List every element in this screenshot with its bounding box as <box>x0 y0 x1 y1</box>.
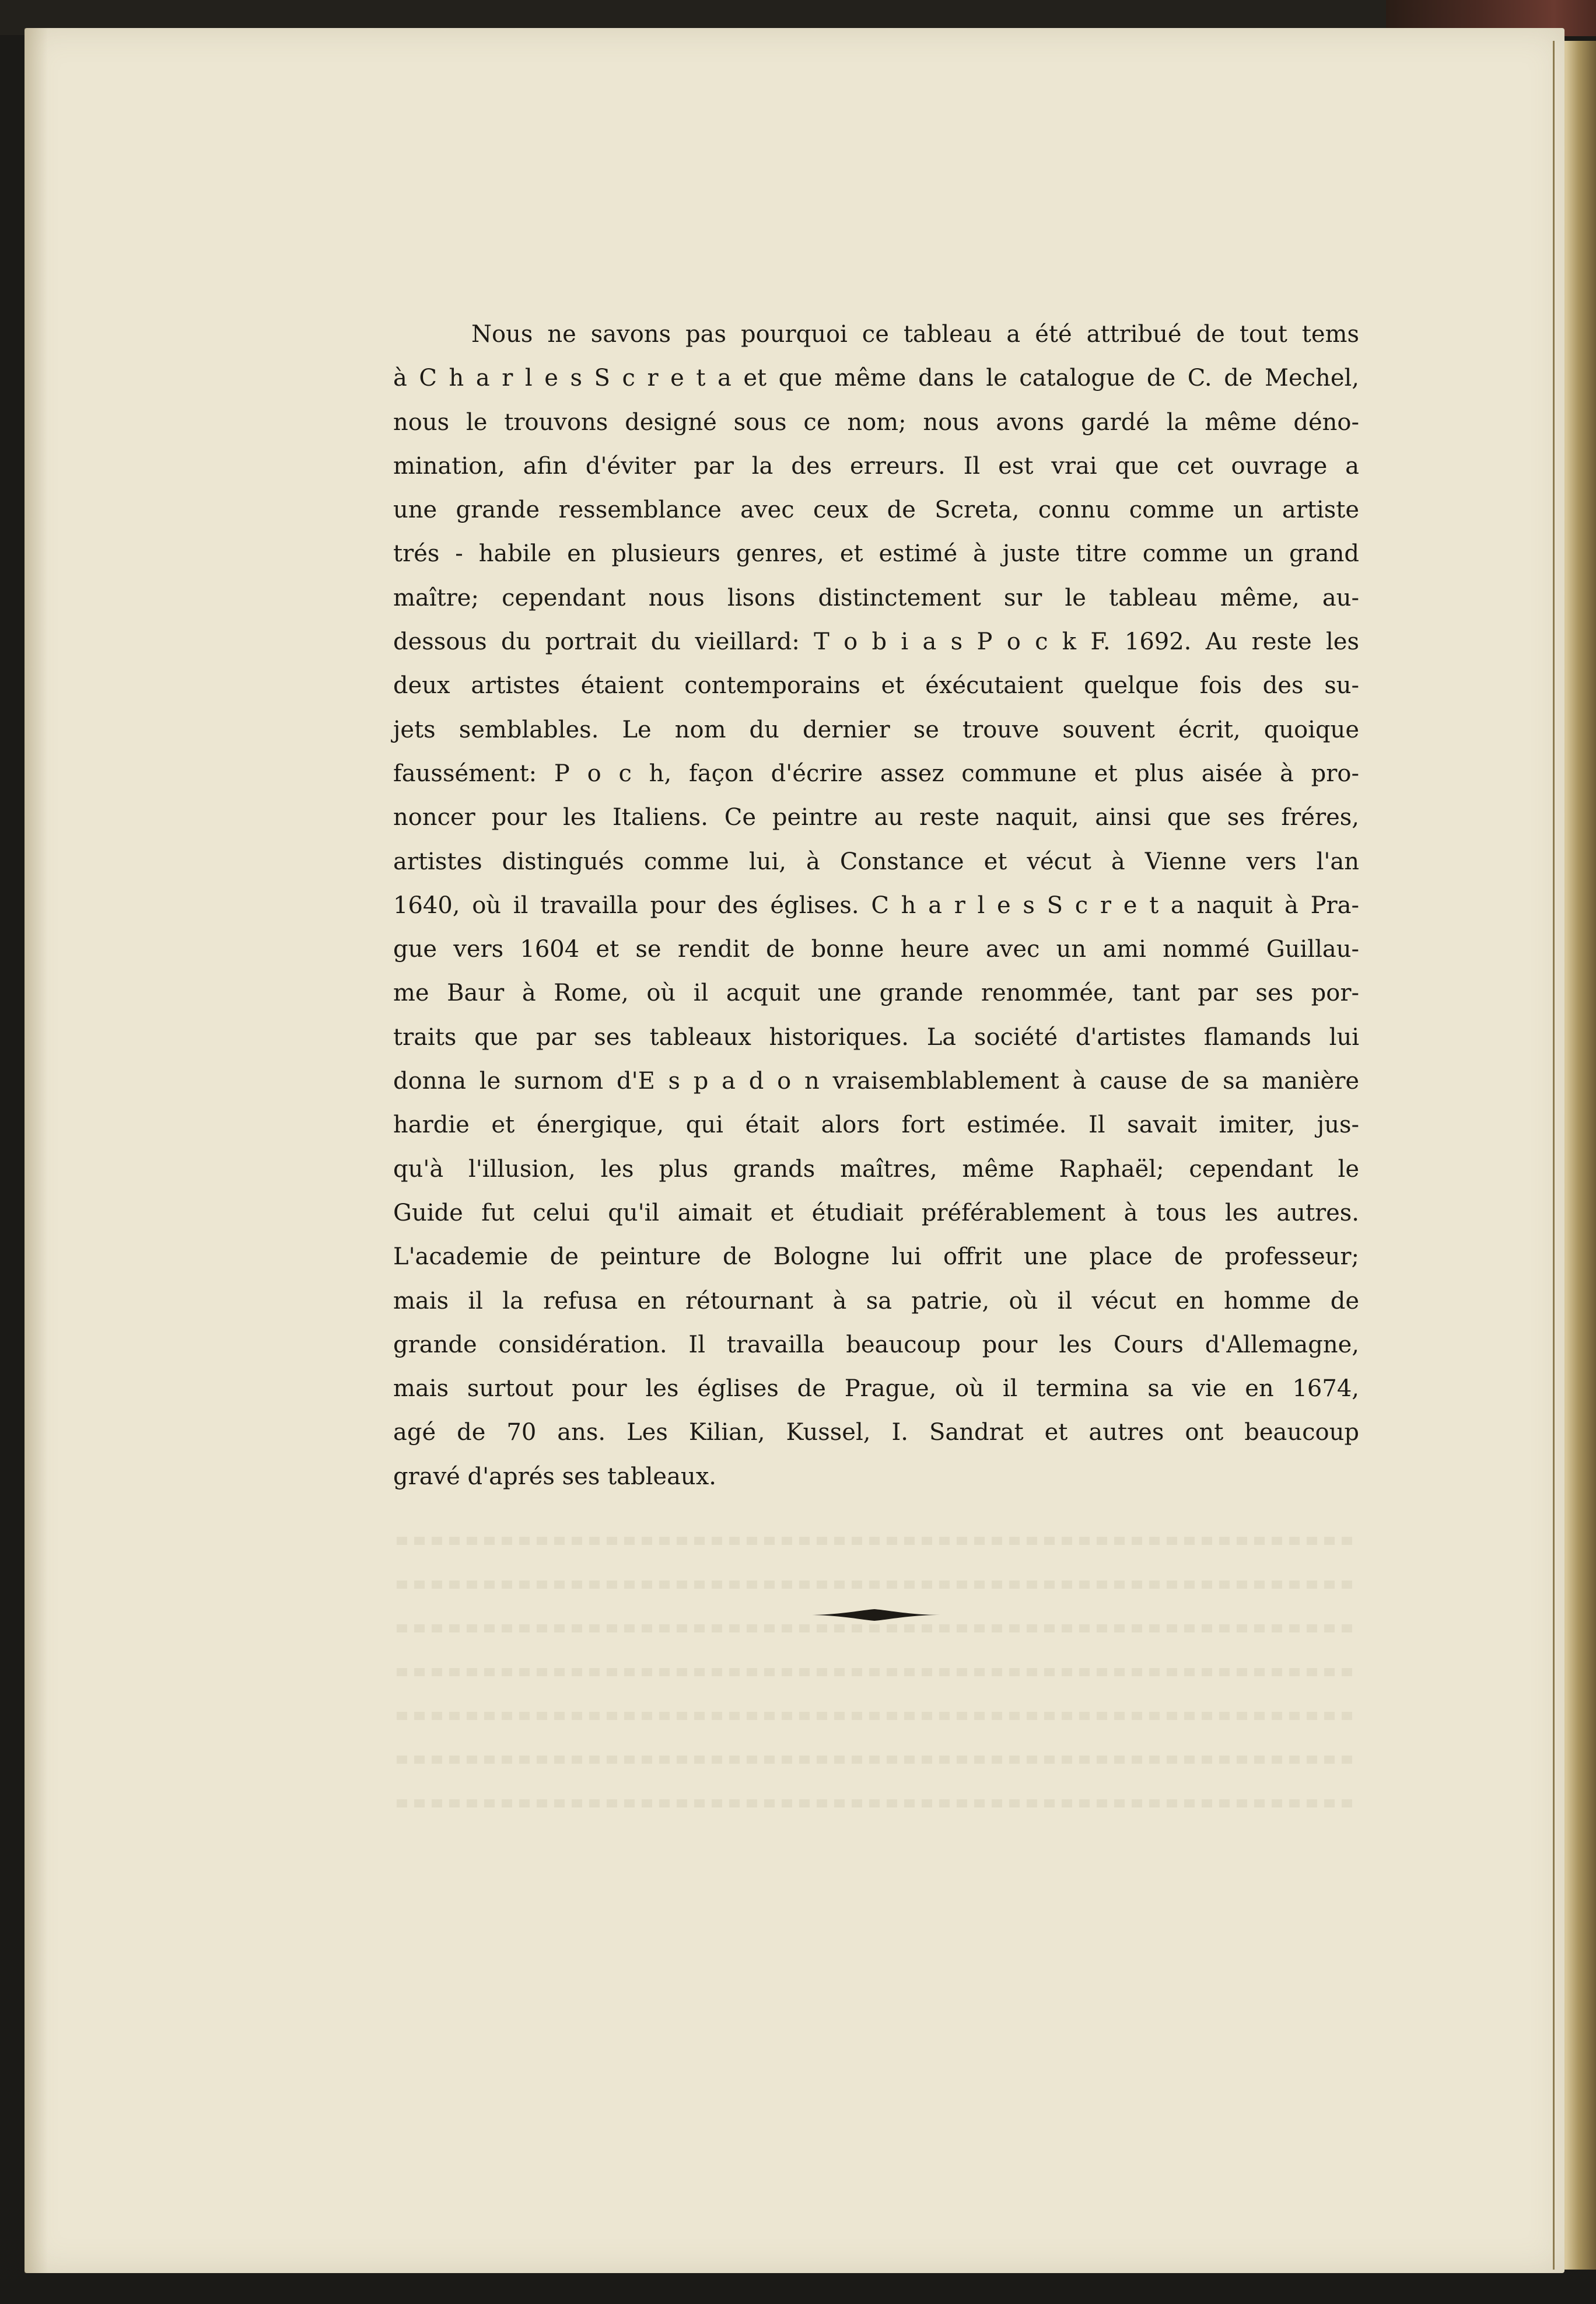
text-line: mination, afin d'éviter par la des erreurs. Il est vrai que cet ouvrage a <box>393 452 1359 480</box>
body-paragraph <box>393 313 1359 1499</box>
text-line: maître; cependant nous lisons distinctement sur le tableau même, au- <box>393 584 1359 611</box>
bleed-through-line <box>397 1517 1359 1561</box>
text-line: jets semblables. Le nom du dernier se trouve souvent écrit, quoique <box>393 716 1359 743</box>
text-line: hardie et énergique, qui était alors fort estimée. Il savait imiter, jus- <box>393 1111 1359 1139</box>
bleed-through-line <box>397 1779 1359 1823</box>
text-line: gue vers 1604 et se rendit de bonne heure avec un ami nommé Guillau- <box>393 936 1359 963</box>
text-line: qu'à l'illusion, les plus grands maîtres, même Raphaël; cependant le <box>393 1155 1359 1183</box>
text-line: dessous du portrait du vieillard: T o b i a s P o c k F. 1692. Au reste les <box>393 628 1359 656</box>
text-line: noncer pour les Italiens. Ce peintre au reste naquit, ainsi que ses fréres, <box>393 804 1359 831</box>
page-edge-line <box>1553 41 1555 2270</box>
text-line: Nous ne savons pas pourquoi ce tableau a été attribué de tout tems <box>471 321 1359 348</box>
text-line: trés - habile en plusieurs genres, et estimé à juste titre comme un grand <box>393 540 1359 568</box>
page-gutter-shade <box>24 28 48 2273</box>
text-line: deux artistes étaient contemporains et éxécutaient quelque fois des su- <box>393 672 1359 700</box>
text-line: artistes distingués comme lui, à Constance et vécut à Vienne vers l'an <box>393 848 1359 875</box>
text-line: mais surtout pour les églises de Prague, où il termina sa vie en 1674, <box>393 1375 1359 1403</box>
text-line: faussément: P o c h, façon d'écrire assez commune et plus aisée à pro- <box>393 760 1359 787</box>
text-line: traits que par ses tableaux historiques. La société d'artistes flamands lui <box>393 1023 1359 1051</box>
bleed-through-text <box>397 1517 1359 1823</box>
text-line: à C h a r l e s S c r e t a et que même dans le catalogue de C. de Mechel, <box>393 365 1359 392</box>
bleed-through-line <box>397 1561 1359 1604</box>
bleed-through-line <box>397 1692 1359 1736</box>
text-line: donna le surnom d'E s p a d o n vraisemblablement à cause de sa manière <box>393 1068 1359 1095</box>
text-line: grande considération. Il travailla beaucoup pour les Cours d'Allemagne, <box>393 1331 1359 1358</box>
text-line: gravé d'aprés ses tableaux. <box>393 1463 716 1490</box>
text-line: mais il la refusa en rétournant à sa patrie, où il vécut en homme de <box>393 1287 1359 1314</box>
text-line: nous le trouvons designé sous ce nom; nous avons gardé la même déno- <box>393 408 1359 436</box>
text-line: L'academie de peinture de Bologne lui offrit une place de professeur; <box>393 1243 1359 1271</box>
text-line: 1640, où il travailla pour des églises. C h a r l e s S c r e t a naquit à Pra- <box>393 891 1359 919</box>
text-line: agé de 70 ans. Les Kilian, Kussel, I. Sandrat et autres ont beaucoup <box>393 1419 1359 1446</box>
bleed-through-line <box>397 1648 1359 1692</box>
text-line: me Baur à Rome, où il acquit une grande renommée, tant par ses por- <box>393 980 1359 1007</box>
bleed-through-line <box>397 1736 1359 1779</box>
text-line: Guide fut celui qu'il aimait et étudiait préférablement à tous les autres. <box>393 1199 1359 1226</box>
text-line: une grande ressemblance avec ceux de Screta, connu comme un artiste <box>393 497 1359 524</box>
ornament-rule <box>808 1608 940 1622</box>
